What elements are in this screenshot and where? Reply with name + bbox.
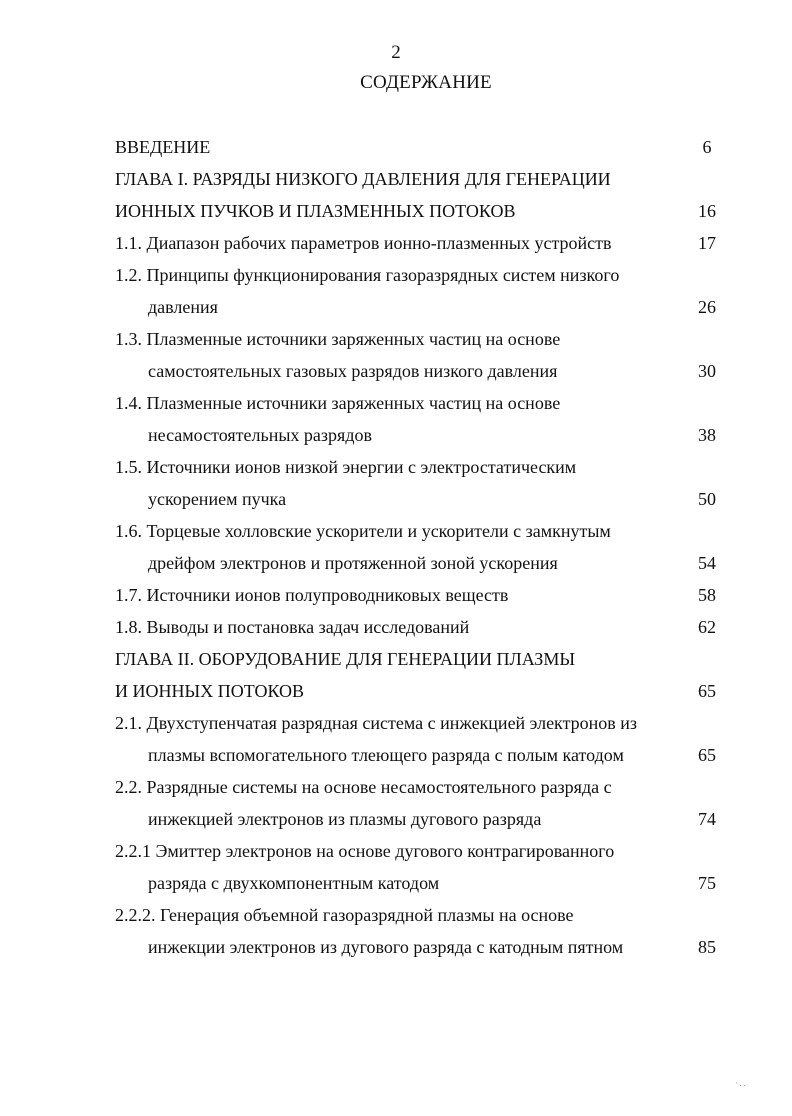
toc-entry-page: 62 <box>698 617 716 637</box>
toc-entry-page: 65 <box>698 745 716 765</box>
toc-entry-page: 74 <box>698 809 716 829</box>
toc-entry-text: 1.6. Торцевые холловские ускорители и ускорители с замкнутым <box>115 521 611 541</box>
toc-entry-page: 17 <box>698 233 716 253</box>
toc-entry-page: 50 <box>698 489 716 509</box>
toc-entry-text: 1.2. Принципы функционирования газоразрядных систем низкого <box>115 265 620 285</box>
scan-artifact: · . . <box>735 1079 746 1088</box>
toc-entry-text: давления <box>148 297 218 317</box>
toc-entry-text: 2.2.1 Эмиттер электронов на основе дугового контрагированного <box>115 841 615 861</box>
toc-entry-text: инжекцией электронов из плазмы дугового разряда <box>148 809 542 829</box>
toc-entry-text: ИОННЫХ ПУЧКОВ И ПЛАЗМЕННЫХ ПОТОКОВ <box>115 201 516 221</box>
toc-entry-text: ускорением пучка <box>148 489 287 509</box>
toc-entry-text: 1.4. Плазменные источники заряженных частиц на основе <box>115 393 561 413</box>
toc-entry-page: 85 <box>698 937 716 957</box>
toc-entry-text: разряда с двухкомпонентным катодом <box>148 873 440 893</box>
toc-entry-text: дрейфом электронов и протяженной зоной ускорения <box>148 553 558 573</box>
toc-entry-text: 1.1. Диапазон рабочих параметров ионно-плазменных устройств <box>115 233 612 253</box>
toc-entry-text: 1.7. Источники ионов полупроводниковых веществ <box>115 585 509 605</box>
toc-entry-text: ВВЕДЕНИЕ <box>115 137 211 157</box>
toc-entry-text: инжекции электронов из дугового разряда с катодным пятном <box>148 937 624 957</box>
toc-entry-text: И ИОННЫХ ПОТОКОВ <box>115 681 305 701</box>
toc-entry-page: 26 <box>698 297 716 317</box>
toc-entry-text: плазмы вспомогательного тлеющего разряда с полым катодом <box>148 745 624 765</box>
toc-entry-text: ГЛАВА I. РАЗРЯДЫ НИЗКОГО ДАВЛЕНИЯ ДЛЯ ГЕНЕРАЦИИ <box>115 169 611 189</box>
toc-entry-text: 2.2. Разрядные системы на основе несамостоятельного разряда с <box>115 777 612 797</box>
toc-entry-page: 75 <box>698 873 716 893</box>
toc-entry-text: 1.5. Источники ионов низкой энергии с электростатическим <box>115 457 577 477</box>
toc-entry-text: ГЛАВА II. ОБОРУДОВАНИЕ ДЛЯ ГЕНЕРАЦИИ ПЛАЗМЫ <box>115 649 576 669</box>
page-title: СОДЕРЖАНИЕ <box>360 72 492 93</box>
toc-entry-text: несамостоятельных разрядов <box>148 425 372 445</box>
toc-entry-page: 6 <box>702 137 712 157</box>
toc-entry-text: самостоятельных газовых разрядов низкого давления <box>148 361 558 381</box>
toc-entry-page: 38 <box>698 425 716 445</box>
toc-entry-text: 2.1. Двухступенчатая разрядная система с инжекцией электронов из <box>115 713 638 733</box>
toc-entry-page: 16 <box>698 201 716 221</box>
toc-entry-text: 2.2.2. Генерация объемной газоразрядной плазмы на основе <box>115 905 574 925</box>
toc-entry-page: 58 <box>698 585 716 605</box>
toc-entry-page: 65 <box>698 681 716 701</box>
toc-entry-page: 54 <box>698 553 716 573</box>
toc-entry-text: 1.8. Выводы и постановка задач исследований <box>115 617 470 637</box>
toc-entry-text: 1.3. Плазменные источники заряженных частиц на основе <box>115 329 561 349</box>
page-number: 2 <box>391 42 401 63</box>
toc-entry-page: 30 <box>698 361 716 381</box>
